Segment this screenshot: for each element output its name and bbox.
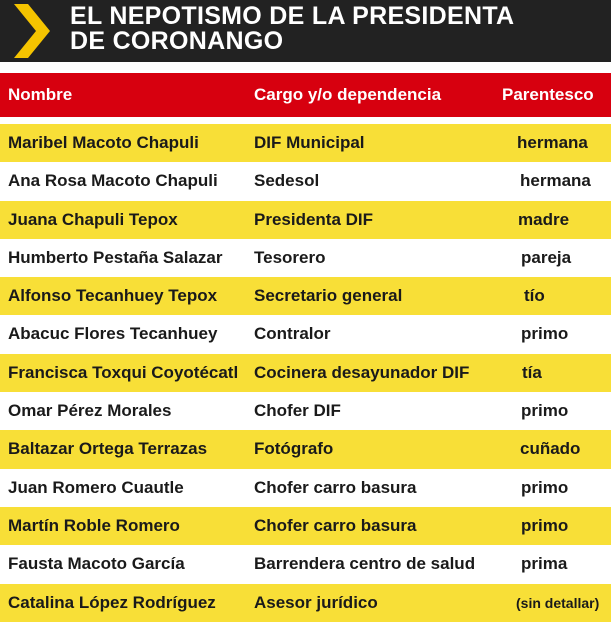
- title-line-2: DE CORONANGO: [70, 27, 284, 55]
- cell-nombre: Juan Romero Cuautle: [8, 477, 184, 497]
- cell-cargo: Chofer carro basura: [254, 515, 417, 535]
- cell-cargo: Fotógrafo: [254, 439, 334, 459]
- table-row: [0, 277, 611, 315]
- cell-parentesco: madre: [518, 209, 570, 229]
- header-cargo: Cargo y/o dependencia: [254, 85, 442, 104]
- cell-cargo: Sedesol: [254, 171, 320, 191]
- cell-cargo: DIF Municipal: [254, 133, 365, 152]
- cell-parentesco: primo: [521, 324, 569, 344]
- table-row: [0, 315, 611, 353]
- cell-nombre: Baltazar Ortega Terrazas: [8, 439, 208, 459]
- cell-parentesco: primo: [521, 515, 569, 535]
- cell-nombre: Juana Chapuli Tepox: [8, 209, 178, 229]
- table-row: [0, 392, 611, 430]
- cell-cargo: Presidenta DIF: [254, 209, 374, 229]
- cell-cargo: Secretario general: [254, 286, 403, 306]
- cell-nombre: Ana Rosa Macoto Chapuli: [8, 171, 218, 191]
- cell-nombre: Omar Pérez Morales: [8, 401, 172, 421]
- table-row: [0, 239, 611, 277]
- table-row: [0, 124, 611, 162]
- cell-parentesco: primo: [521, 477, 569, 497]
- cell-parentesco: pareja: [521, 247, 572, 267]
- table-row: [0, 545, 611, 583]
- cell-parentesco: hermana: [517, 133, 588, 152]
- header-parentesco: Parentesco: [502, 85, 594, 104]
- cell-nombre: Fausta Macoto García: [8, 554, 185, 574]
- cell-parentesco: prima: [521, 554, 568, 574]
- table-row: [0, 201, 611, 239]
- cell-parentesco: hermana: [520, 171, 591, 191]
- table-row: [0, 430, 611, 468]
- cell-cargo: Cocinera desayunador DIF: [254, 362, 470, 382]
- table-row: [0, 354, 611, 392]
- cell-cargo: Chofer carro basura: [254, 477, 417, 497]
- cell-nombre: Francisca Toxqui Coyotécatl: [8, 362, 239, 382]
- cell-parentesco: primo: [521, 401, 569, 421]
- table-row: [0, 162, 611, 200]
- cell-cargo: Contralor: [254, 324, 331, 344]
- cell-nombre: Abacuc Flores Tecanhuey: [8, 324, 218, 344]
- cell-parentesco: cuñado: [520, 439, 581, 459]
- table-row: [0, 469, 611, 507]
- page-title: [70, 4, 605, 54]
- cell-parentesco: tío: [524, 286, 545, 306]
- cell-nombre: Humberto Pestaña Salazar: [8, 247, 223, 267]
- cell-cargo: Barrendera centro de salud: [254, 554, 476, 574]
- cell-nombre: Maribel Macoto Chapuli: [8, 133, 199, 152]
- cell-nombre: Martín Roble Romero: [8, 515, 180, 535]
- cell-parentesco: (sin detallar): [516, 594, 600, 611]
- cell-cargo: Chofer DIF: [254, 401, 341, 421]
- table-row: [0, 584, 611, 622]
- table-row: [0, 507, 611, 545]
- cell-nombre: Catalina López Rodríguez: [8, 592, 216, 612]
- table-header: [0, 73, 611, 117]
- cell-parentesco: tía: [522, 362, 542, 382]
- title-line-1: EL NEPOTISMO DE LA PRESIDENTA: [70, 2, 515, 30]
- table-body: [0, 124, 611, 622]
- header-nombre: Nombre: [8, 85, 73, 104]
- cell-cargo: Asesor jurídico: [254, 592, 378, 612]
- chevron-icon: [14, 4, 54, 58]
- cell-cargo: Tesorero: [254, 247, 326, 267]
- title-bar: [0, 0, 611, 62]
- cell-nombre: Alfonso Tecanhuey Tepox: [8, 286, 218, 306]
